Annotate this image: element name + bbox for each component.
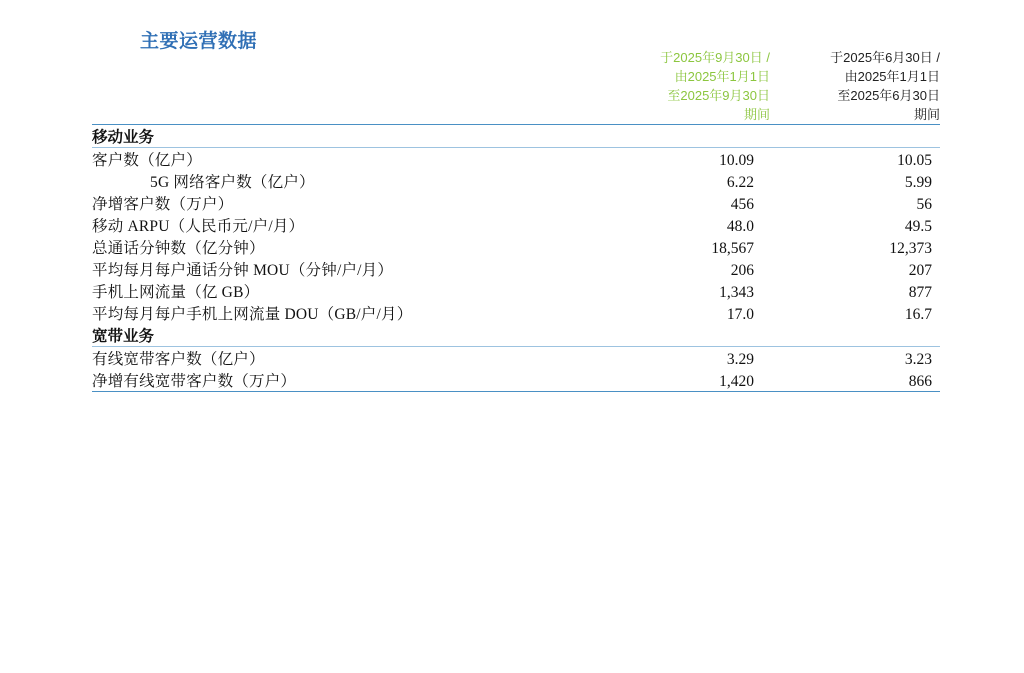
row-value-current: 1,343 bbox=[719, 284, 754, 301]
row-value-previous: 16.7 bbox=[904, 306, 932, 323]
section-spacer-cur bbox=[597, 125, 770, 148]
table-bottom-divider bbox=[92, 391, 940, 392]
section-header-mobile bbox=[92, 125, 940, 148]
row-label: 总通话分钟数（亿分钟） bbox=[92, 240, 265, 257]
row-value-current: 206 bbox=[730, 262, 754, 279]
row-value-current: 18,567 bbox=[711, 240, 754, 257]
row-value-previous: 866 bbox=[908, 373, 932, 390]
row-value-previous: 207 bbox=[908, 262, 932, 279]
row-value-current: 456 bbox=[730, 196, 754, 213]
page-title: 主要运营数据 bbox=[140, 31, 258, 52]
header-previous-period bbox=[770, 48, 940, 124]
row-value-current: 10.09 bbox=[719, 152, 754, 169]
row-value-previous: 3.23 bbox=[904, 351, 932, 368]
header-current-line-4: 期间 bbox=[743, 107, 770, 122]
table-row bbox=[92, 170, 940, 192]
section-spacer-prev-2 bbox=[770, 324, 940, 346]
header-previous-line-1: 于2025年6月30日 / bbox=[830, 50, 940, 65]
row-value-current: 1,420 bbox=[719, 373, 754, 390]
row-label: 移动 ARPU（人民币元/户/月） bbox=[92, 218, 305, 235]
table-row bbox=[92, 280, 940, 302]
section-spacer-cur-2 bbox=[597, 324, 770, 346]
header-previous-line-4: 期间 bbox=[913, 107, 940, 122]
header-current-line-3: 至2025年9月30日 bbox=[667, 88, 770, 103]
table-row bbox=[92, 148, 940, 171]
header-previous-line-2: 由2025年1月1日 bbox=[844, 69, 940, 84]
table-header-row bbox=[92, 48, 940, 124]
table-row bbox=[92, 258, 940, 280]
section-header-broadband bbox=[92, 324, 940, 346]
table-row bbox=[92, 302, 940, 324]
row-label: 客户数（亿户） bbox=[92, 152, 202, 169]
row-label: 平均每月每户手机上网流量 DOU（GB/户/月） bbox=[92, 306, 413, 323]
row-value-previous: 12,373 bbox=[889, 240, 932, 257]
header-current-period bbox=[597, 48, 770, 124]
section-title-broadband: 宽带业务 bbox=[92, 328, 155, 345]
operating-data-table bbox=[92, 48, 940, 392]
row-label: 有线宽带客户数（亿户） bbox=[92, 351, 265, 368]
row-value-previous: 877 bbox=[908, 284, 932, 301]
row-value-previous: 56 bbox=[916, 196, 932, 213]
table-row bbox=[92, 347, 940, 370]
row-value-previous: 5.99 bbox=[904, 174, 932, 191]
table-row bbox=[92, 214, 940, 236]
section-title-mobile: 移动业务 bbox=[92, 129, 155, 146]
row-value-current: 17.0 bbox=[726, 306, 754, 323]
table-bottom-divider-line bbox=[92, 391, 940, 392]
table-row bbox=[92, 192, 940, 214]
row-label: 手机上网流量（亿 GB） bbox=[92, 284, 260, 301]
row-label: 5G 网络客户数（亿户） bbox=[150, 174, 315, 191]
row-value-current: 6.22 bbox=[726, 174, 754, 191]
header-current-line-2: 由2025年1月1日 bbox=[674, 69, 770, 84]
header-label-cell bbox=[92, 48, 597, 124]
row-value-current: 3.29 bbox=[726, 351, 754, 368]
header-previous-line-3: 至2025年6月30日 bbox=[837, 88, 940, 103]
row-value-previous: 49.5 bbox=[904, 218, 932, 235]
row-label: 平均每月每户通话分钟 MOU（分钟/户/月） bbox=[92, 262, 394, 279]
table-body bbox=[92, 48, 940, 392]
header-current-line-1: 于2025年9月30日 / bbox=[660, 50, 770, 65]
row-value-previous: 10.05 bbox=[897, 152, 932, 169]
row-value-current: 48.0 bbox=[726, 218, 754, 235]
table-row bbox=[92, 236, 940, 258]
row-label: 净增有线宽带客户数（万户） bbox=[92, 373, 297, 390]
table-row bbox=[92, 369, 940, 391]
row-label: 净增客户数（万户） bbox=[92, 196, 234, 213]
section-spacer-prev bbox=[770, 125, 940, 148]
